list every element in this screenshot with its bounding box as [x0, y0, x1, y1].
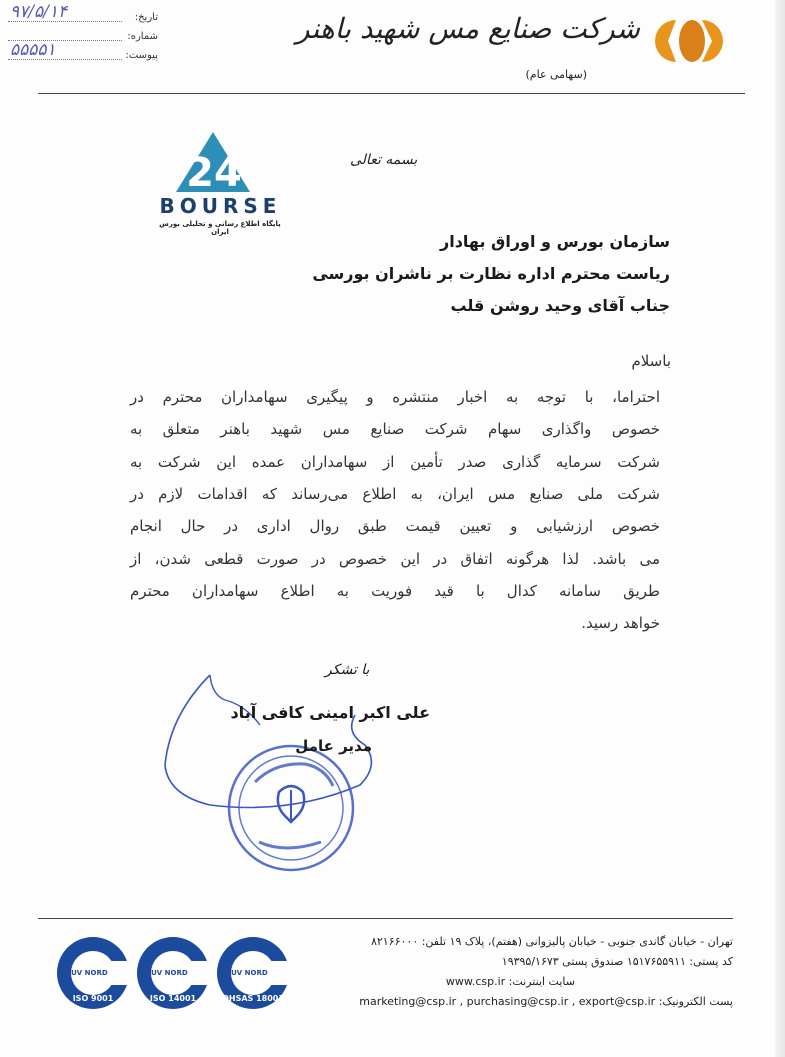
- footer-postal: کد پستی: ۱۵۱۷۶۵۵۹۱۱ صندوق پستی ۱۹۳۹۵/۱۶۷۳: [501, 955, 733, 968]
- iso-14001-cert-icon: [135, 935, 211, 1011]
- number-label: شماره:: [127, 31, 158, 42]
- company-logo-icon: [650, 18, 730, 64]
- footer-address: تهران - خیابان گاندی جنوبی - خیابان پالیزوانی (هفتم)، پلاک ۱۹ تلفن: ۸۲۱۶۶۰۰۰: [370, 935, 733, 948]
- attachment-label: پیوست:: [125, 50, 158, 61]
- cert-1-brand: TUV NORD: [66, 969, 108, 977]
- svg-text:24: 24: [186, 150, 242, 196]
- body-line-4: شرکت ملی صنایع مس ایران، به اطلاع می‌رساند که اقدامات لازم در: [130, 485, 660, 503]
- thanks-note: با تشکر: [325, 662, 370, 678]
- date-row: [8, 2, 158, 27]
- body-line-3: شرکت سرمایه گذاری صدر تأمین از سهامداران عمده این شرکت به: [130, 453, 660, 471]
- signer-title: مدیر عامل: [295, 737, 372, 755]
- body-line-7: طریق سامانه کدال با قید فوریت به اطلاع سهامداران محترم: [130, 582, 660, 600]
- ohsas-18001-cert-icon: [215, 935, 291, 1011]
- attachment-row: [8, 40, 158, 65]
- date-value: ۹۷/۵/۱۴: [10, 2, 68, 22]
- cert-3-standard: OHSAS 18001: [222, 994, 284, 1003]
- footer-emails: پست الکترونیک: marketing@csp.ir , purchasing@csp.ir , export@csp.ir: [359, 995, 733, 1008]
- body-line-8: خواهد رسید.: [581, 614, 660, 632]
- footer-divider: [38, 918, 733, 919]
- letter-meta: [8, 2, 158, 65]
- addressee-line-2: ریاست محترم اداره نظارت بر ناشران بورسی: [312, 264, 670, 283]
- addressee-line-1: سازمان بورس و اوراق بهادار: [440, 232, 670, 251]
- header-divider: [38, 93, 745, 94]
- cert-2-standard: ISO 14001: [149, 994, 197, 1003]
- footer-website: سایت اینترنت: www.csp.ir: [445, 975, 575, 988]
- company-name: شرکت صنایع مس شهید باهنر: [296, 12, 640, 45]
- addressee-line-3: جناب آقای وحید روشن قلب: [450, 296, 670, 315]
- cert-3-brand: TUV NORD: [226, 969, 268, 977]
- bourse-logo-icon: [158, 130, 283, 200]
- signer-name: علی اکبر امینی کافی آباد: [230, 703, 430, 722]
- body-line-6: می باشد. لذا هرگونه اتفاق در این خصوص در صورت قطعی شدن، از: [130, 550, 660, 568]
- bismillah: بسمه تعالی: [350, 152, 418, 168]
- body-line-5: خصوص ارزشیابی و تعیین قیمت طبق روال اداری در حال انجام: [130, 517, 660, 535]
- attachment-value: ۵۵۵۵۱: [10, 40, 56, 60]
- body-line-1: احتراما، با توجه به اخبار منتشره و پیگیری سهامداران محترم در: [130, 388, 660, 406]
- page-edge-shadow: [775, 0, 785, 1057]
- bourse-tagline: پایگاه اطلاع رسانی و تحلیلی بورس ایران: [159, 220, 281, 236]
- date-label: تاریخ:: [134, 12, 158, 23]
- company-type: (سهامی عام): [525, 68, 587, 81]
- iso-9001-cert-icon: [55, 935, 131, 1011]
- bourse-wordmark: BOURSE: [159, 194, 282, 218]
- cert-1-standard: ISO 9001: [72, 994, 114, 1003]
- greeting: باسلام: [631, 352, 671, 370]
- body-line-2: خصوص واگذاری سهام شرکت صنایع مس شهید باهنر متعلق به: [130, 420, 660, 438]
- cert-2-brand: TUV NORD: [146, 969, 188, 977]
